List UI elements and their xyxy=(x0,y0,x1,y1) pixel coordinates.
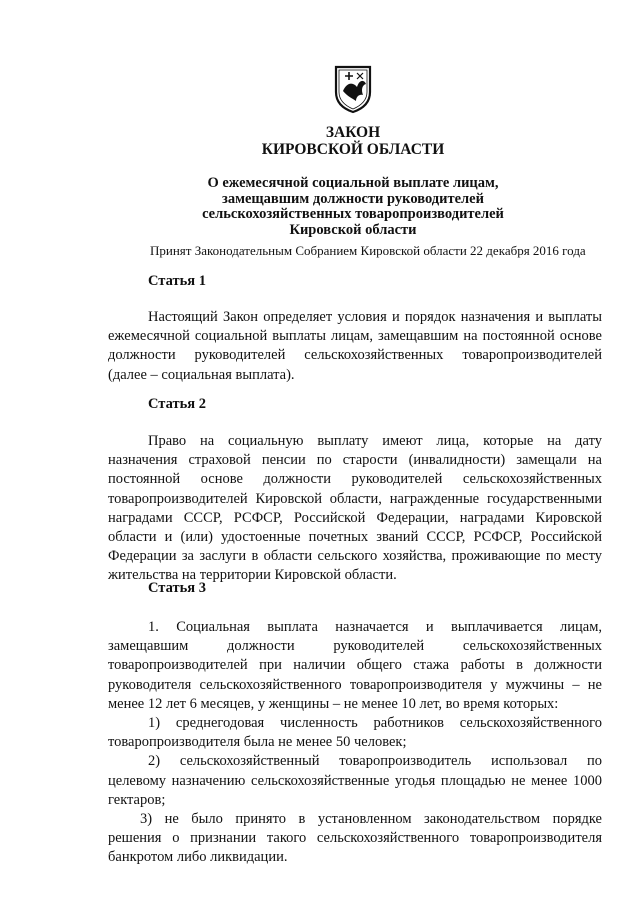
text-line: Федерации за заслуги в области сельского хозяйства, проживающие по месту xyxy=(108,548,602,565)
subject-line: Кировской области xyxy=(289,221,417,238)
text-line: решения о признании такого сельскохозяйственного товаропроизводителя xyxy=(108,830,602,847)
text-line: ежемесячной социальной выплаты лицам, замещавшим на постоянной основе xyxy=(108,328,602,345)
text-line: Право на социальную выплату имеют лица, которые на дату xyxy=(148,433,602,449)
text-line: менее 12 лет 6 месяцев, у женщины – не менее 10 лет, во время которых: xyxy=(108,695,559,712)
text-line: наградами СССР, РСФСР, Российской Федерации, наградами Кировской xyxy=(108,509,602,526)
law-subject xyxy=(0,176,640,238)
text-line: товаропроизводителя была не менее 50 человек; xyxy=(108,734,407,751)
subject-line: О ежемесячной социальной выплате лицам, xyxy=(207,175,499,191)
article-1-heading: Статья 1 xyxy=(148,273,206,289)
article-3-heading: Статья 3 xyxy=(148,580,206,596)
text-line: жительства на территории Кировской области. xyxy=(108,567,397,584)
text-line: гектаров; xyxy=(108,791,166,808)
text-line: Настоящий Закон определяет условия и порядок назначения и выплаты xyxy=(148,309,602,325)
text-line: назначения страховой пенсии по старости (инвалидности) замещали на xyxy=(108,452,602,469)
text-line: должности руководителей сельскохозяйственных товаропроизводителей xyxy=(108,347,602,364)
text-line: руководителя сельскохозяйственного товаропроизводителя у мужчины – не xyxy=(108,676,602,693)
subject-line: замещавшим должности руководителей xyxy=(222,190,484,207)
article-3-text xyxy=(108,618,602,867)
text-line: 2) сельскохозяйственный товаропроизводитель использовал по xyxy=(148,753,602,770)
text-line: постоянной основе должности руководителей сельскохозяйственных xyxy=(108,471,602,488)
text-line: области и (или) удостоенные почетных званий СССР, РСФСР, Российской xyxy=(108,528,602,545)
text-line: 1) среднегодовая численность работников сельскохозяйственного xyxy=(148,714,602,731)
text-line: 3) не было принято в установленном законодательством порядке xyxy=(140,810,602,827)
law-region-title: КИРОВСКОЙ ОБЛАСТИ xyxy=(261,141,445,158)
law-title: ЗАКОН xyxy=(325,124,381,141)
text-line: замещавшим должности руководителей сельскохозяйственных xyxy=(108,638,602,655)
text-line: товаропроизводителей Кировской области, награжденные государственными xyxy=(108,490,602,507)
text-line: целевому назначению сельскохозяйственные угодья площадью не менее 1000 xyxy=(108,772,602,789)
subject-line: сельскохозяйственных товаропроизводителей xyxy=(202,206,504,222)
text-line: (далее – социальная выплата). xyxy=(108,366,295,383)
adoption-note: Принят Законодательным Собранием Кировской области 22 декабря 2016 года xyxy=(150,243,586,258)
text-line: товаропроизводителей при наличии общего стажа работы в должности xyxy=(108,657,602,674)
text-line: 1. Социальная выплата назначается и выплачивается лицам, xyxy=(148,619,602,635)
article-1-text xyxy=(108,308,602,385)
article-2-text xyxy=(108,432,602,586)
text-line: банкротом либо ликвидации. xyxy=(108,849,288,866)
coat-of-arms-icon xyxy=(331,64,375,114)
article-2-heading: Статья 2 xyxy=(148,396,206,412)
